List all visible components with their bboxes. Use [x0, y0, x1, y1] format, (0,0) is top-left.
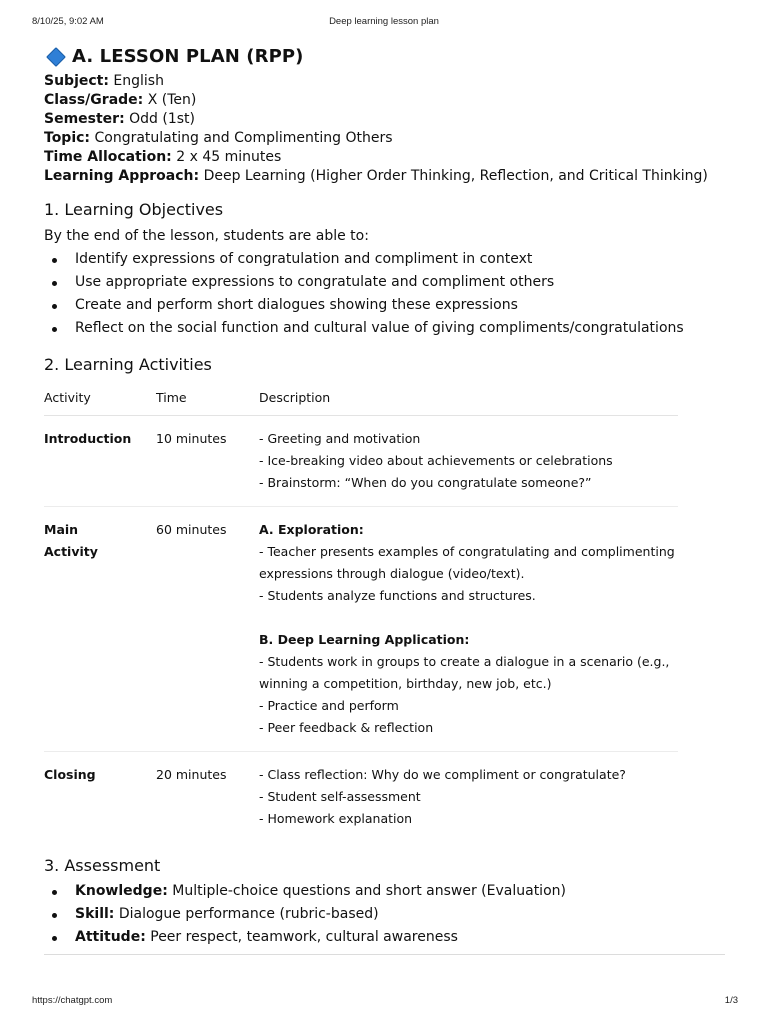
meta-label: Topic:: [44, 130, 91, 146]
exploration-title: A. Exploration:: [259, 522, 364, 537]
activity-description: [259, 416, 678, 507]
column-header-activity: Activity: [44, 379, 156, 416]
description-line: - Ice-breaking video about achievements or celebrations: [259, 453, 613, 468]
description-line: - Teacher presents examples of congratulating and complimenting expressions through dialogue (video/text).: [259, 544, 675, 581]
column-header-time: Time: [156, 379, 259, 416]
activity-name: Introduction: [44, 431, 132, 446]
activity-time: 10 minutes: [156, 416, 259, 507]
assessment-label: Attitude:: [75, 929, 146, 945]
list-item: [44, 880, 728, 903]
list-item: Use appropriate expressions to congratulate and compliment others: [44, 271, 728, 294]
objectives-heading: 1. Learning Objectives: [44, 200, 224, 219]
list-item: Create and perform short dialogues showing these expressions: [44, 294, 728, 317]
table-row: [44, 752, 678, 843]
table-row: [44, 507, 678, 752]
meta-label: Semester:: [44, 111, 125, 127]
assessment-value: Peer respect, teamwork, cultural awareness: [150, 929, 458, 945]
page-number: 1/3: [724, 995, 738, 1006]
print-datetime: 8/10/25, 9:02 AM: [32, 16, 104, 27]
objectives-intro: By the end of the lesson, students are able to:: [44, 228, 369, 244]
assessment-label: Skill:: [75, 906, 115, 922]
meta-topic: [44, 129, 728, 148]
description-line: - Class reflection: Why do we compliment or congratulate?: [259, 767, 626, 782]
activity-description: [259, 752, 678, 843]
activity-name: Main Activity: [44, 522, 98, 559]
description-line: - Student self-assessment: [259, 789, 421, 804]
activity-description: [259, 507, 678, 752]
objectives-list: [44, 248, 728, 340]
description-line: - Greeting and motivation: [259, 431, 421, 446]
meta-label: Subject:: [44, 73, 109, 89]
document-content: [44, 42, 728, 949]
description-line: - Students work in groups to create a dialogue in a scenario (e.g., winning a competition, birthday, new job, etc.): [259, 654, 670, 691]
table-header-row: [44, 379, 678, 416]
meta-subject: [44, 72, 728, 91]
meta-value: 2 x 45 minutes: [176, 149, 282, 165]
activity-name: Closing: [44, 767, 96, 782]
column-header-description: Description: [259, 379, 678, 416]
description-line: - Brainstorm: “When do you congratulate someone?”: [259, 475, 592, 490]
bottom-divider: [44, 954, 725, 955]
list-item: Reflect on the social function and cultural value of giving compliments/congratulations: [44, 317, 728, 340]
lesson-plan-title: A. LESSON PLAN (RPP): [72, 45, 304, 67]
meta-time-allocation: [44, 148, 728, 167]
activities-heading: 2. Learning Activities: [44, 355, 212, 374]
description-line: - Peer feedback & reflection: [259, 720, 434, 735]
activity-time: 60 minutes: [156, 507, 259, 752]
assessment-value: Multiple-choice questions and short answer (Evaluation): [172, 883, 566, 899]
meta-value: Congratulating and Complimenting Others: [94, 130, 393, 146]
description-line: - Homework explanation: [259, 811, 413, 826]
meta-value: Odd (1st): [129, 111, 195, 127]
meta-learning-approach: [44, 167, 728, 186]
lesson-plan-heading: [44, 42, 728, 70]
description-spacer: [259, 607, 678, 629]
activity-time: 20 minutes: [156, 767, 227, 782]
list-item: [44, 926, 728, 949]
assessment-value: Dialogue performance (rubric-based): [118, 906, 379, 922]
print-title: Deep learning lesson plan: [329, 16, 439, 27]
application-title: B. Deep Learning Application:: [259, 632, 470, 647]
meta-label: Class/Grade:: [44, 92, 144, 108]
meta-label: Learning Approach:: [44, 168, 200, 184]
assessment-heading: 3. Assessment: [44, 856, 161, 875]
footer-url-link[interactable]: https://chatgpt.com: [32, 995, 113, 1006]
assessment-list: [44, 880, 728, 949]
description-line: - Practice and perform: [259, 698, 399, 713]
list-item: [44, 903, 728, 926]
meta-class-grade: [44, 91, 728, 110]
lesson-meta: [44, 72, 728, 186]
meta-semester: [44, 110, 728, 129]
meta-value: X (Ten): [147, 92, 197, 108]
meta-value: English: [113, 73, 164, 89]
activities-table: [44, 379, 678, 842]
meta-label: Time Allocation:: [44, 149, 172, 165]
list-item: Identify expressions of congratulation and compliment in context: [44, 248, 728, 271]
blue-diamond-icon: [46, 47, 64, 65]
table-row: [44, 416, 678, 507]
meta-value: Deep Learning (Higher Order Thinking, Reflection, and Critical Thinking): [203, 168, 708, 184]
description-line: - Students analyze functions and structures.: [259, 588, 536, 603]
assessment-label: Knowledge:: [75, 883, 168, 899]
